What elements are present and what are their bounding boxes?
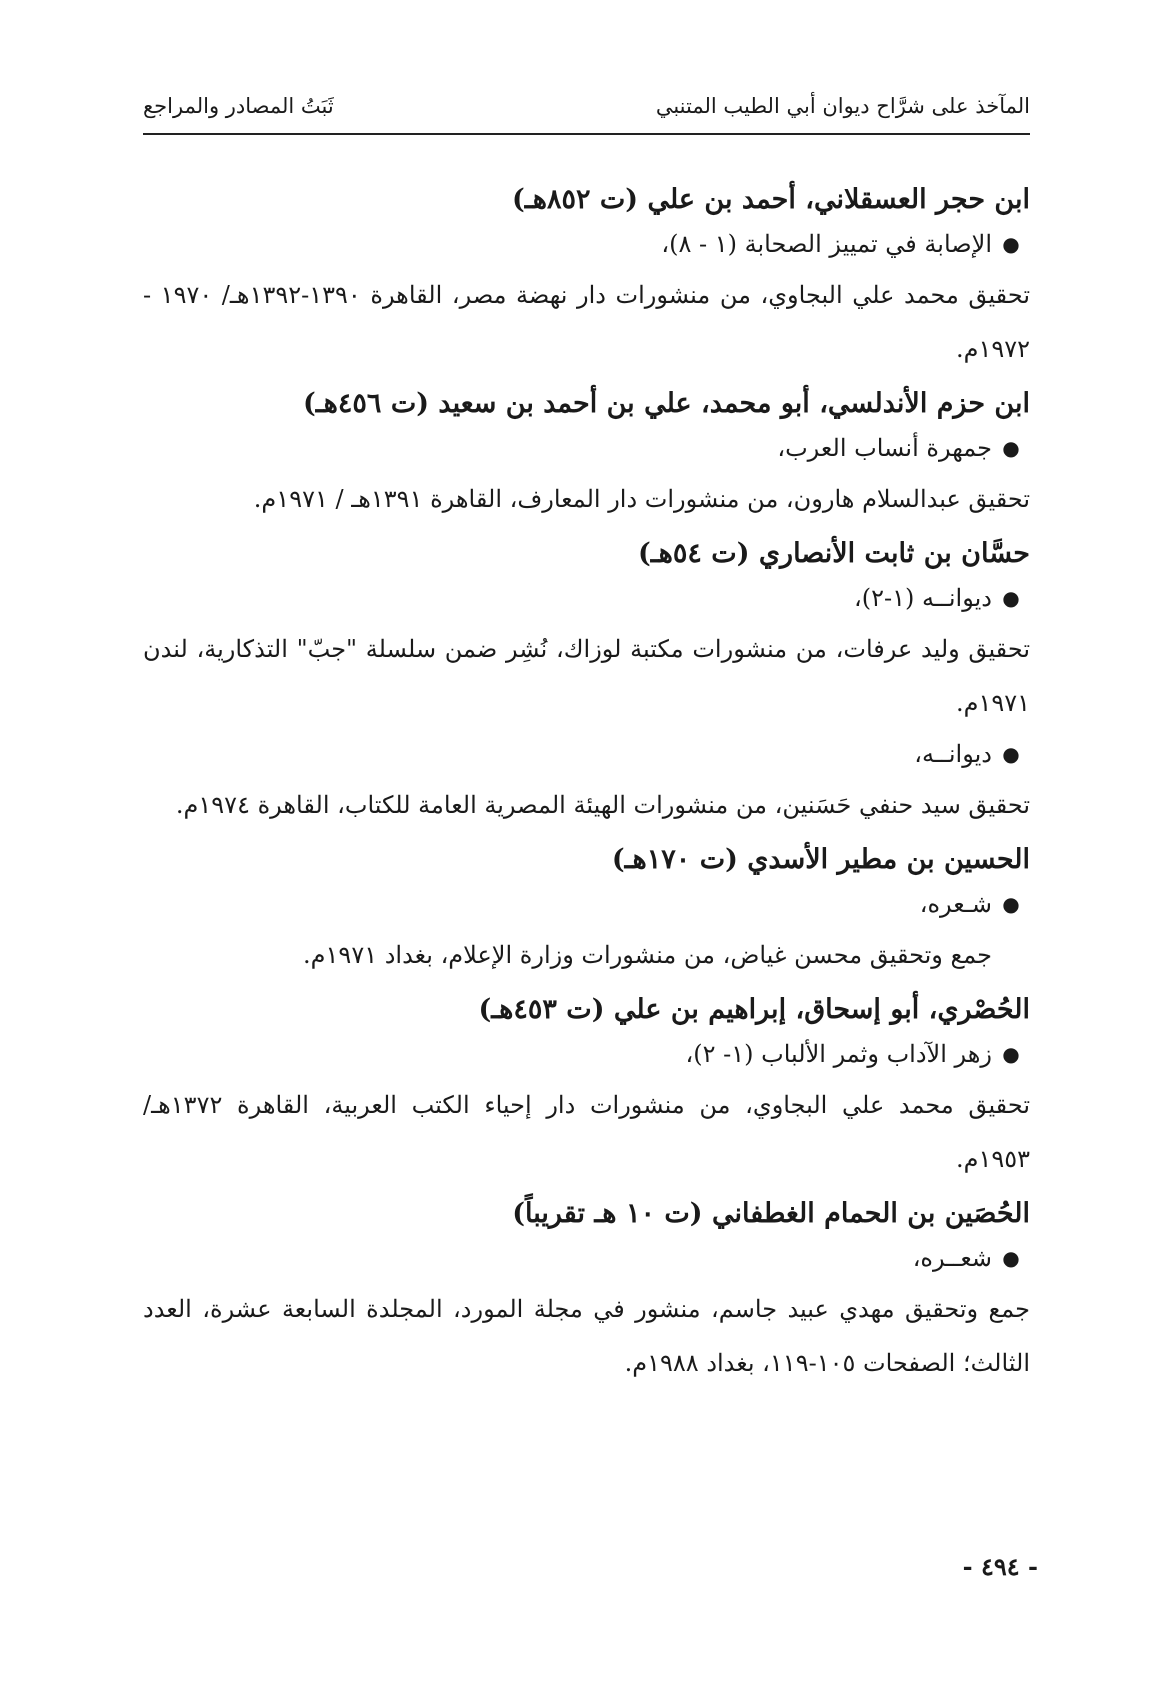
- bullet-icon: ●: [1002, 892, 1020, 916]
- bullet-icon: ●: [1002, 1042, 1020, 1066]
- bibliography-entry: [143, 180, 1030, 376]
- bullet-icon: ●: [1002, 436, 1020, 460]
- work-title: ● شعــره،: [143, 1238, 1030, 1278]
- bullet-icon: ●: [1002, 1246, 1020, 1270]
- work-title: ● جمهرة أنساب العرب،: [143, 428, 1030, 468]
- entry-author: ابن حجر العسقلاني، أحمد بن علي (ت ٨٥٢هـ): [512, 184, 1030, 215]
- page-number: - ٤٩٤ -: [962, 1552, 1038, 1581]
- entry-author: حسَّان بن ثابت الأنصاري (ت ٥٤هـ): [637, 538, 1030, 569]
- running-header: [143, 88, 1030, 134]
- entry-author: الحسين بن مطير الأسدي (ت ١٧٠هـ): [611, 844, 1030, 875]
- work-detail: تحقيق محمد علي البجاوي، من منشورات دار نهضة مصر، القاهرة ١٣٩٠-١٣٩٢هـ/ ١٩٧٠ - ١٩٧٢م.: [143, 281, 1030, 363]
- bibliography-entry: [143, 384, 1030, 526]
- work-detail: تحقيق وليد عرفات، من منشورات مكتبة لوزاك، نُشِر ضمن سلسلة "جبّ" التذكارية، لندن ١٩٧١م.: [143, 635, 1030, 717]
- work-title: ● ديوانــه،: [143, 734, 1030, 774]
- work-detail: تحقيق محمد علي البجاوي، من منشورات دار إحياء الكتب العربية، القاهرة ١٣٧٢هـ/ ١٩٥٣م.: [143, 1091, 1030, 1173]
- work-detail: جمع وتحقيق مهدي عبيد جاسم، منشور في مجلة المورد، المجلدة السابعة عشرة، العدد الثالث؛ الصفحات ١٠٥-١١٩، بغداد ١٩٨٨م.: [143, 1295, 1030, 1377]
- work-title: ● زهر الآداب وثمر الألباب (١- ٢)،: [143, 1034, 1030, 1074]
- book-title: المآخذ على شرَّاح ديوان أبي الطيب المتنبي: [655, 94, 1030, 118]
- entry-author: الحُصْري، أبو إسحاق، إبراهيم بن علي (ت ٤٥٣هـ): [478, 994, 1030, 1025]
- bibliography-list: [143, 180, 1030, 1398]
- work-title: ● ديوانــه (١-٢)،: [143, 578, 1030, 618]
- section-title: ثَبَتُ المصادر والمراجع: [143, 94, 334, 118]
- entry-author: الحُصَين بن الحمام الغطفاني (ت ١٠ هـ تقريباً): [512, 1198, 1030, 1229]
- work-detail: تحقيق عبدالسلام هارون، من منشورات دار المعارف، القاهرة ١٣٩١هـ / ١٩٧١م.: [253, 485, 1030, 513]
- bibliography-entry: [143, 840, 1030, 982]
- bibliography-entry: [143, 990, 1030, 1186]
- work-title: ● الإصابة في تمييز الصحابة (١ - ٨)،: [143, 224, 1030, 264]
- bullet-icon: ●: [1002, 232, 1020, 256]
- work-detail: تحقيق سيد حنفي حَسَنين، من منشورات الهيئة المصرية العامة للكتاب، القاهرة ١٩٧٤م.: [175, 791, 1030, 819]
- bullet-icon: ●: [1002, 586, 1020, 610]
- entry-author: ابن حزم الأندلسي، أبو محمد، علي بن أحمد بن سعيد (ت ٤٥٦هـ): [302, 388, 1030, 419]
- work-title: ● شـعره،: [143, 884, 1030, 924]
- bibliography-entry: [143, 1194, 1030, 1390]
- bullet-icon: ●: [1002, 742, 1020, 766]
- header-rule: [143, 133, 1030, 135]
- bibliography-entry: [143, 534, 1030, 832]
- work-detail: جمع وتحقيق محسن غياض، من منشورات وزارة الإعلام، بغداد ١٩٧١م.: [303, 941, 992, 969]
